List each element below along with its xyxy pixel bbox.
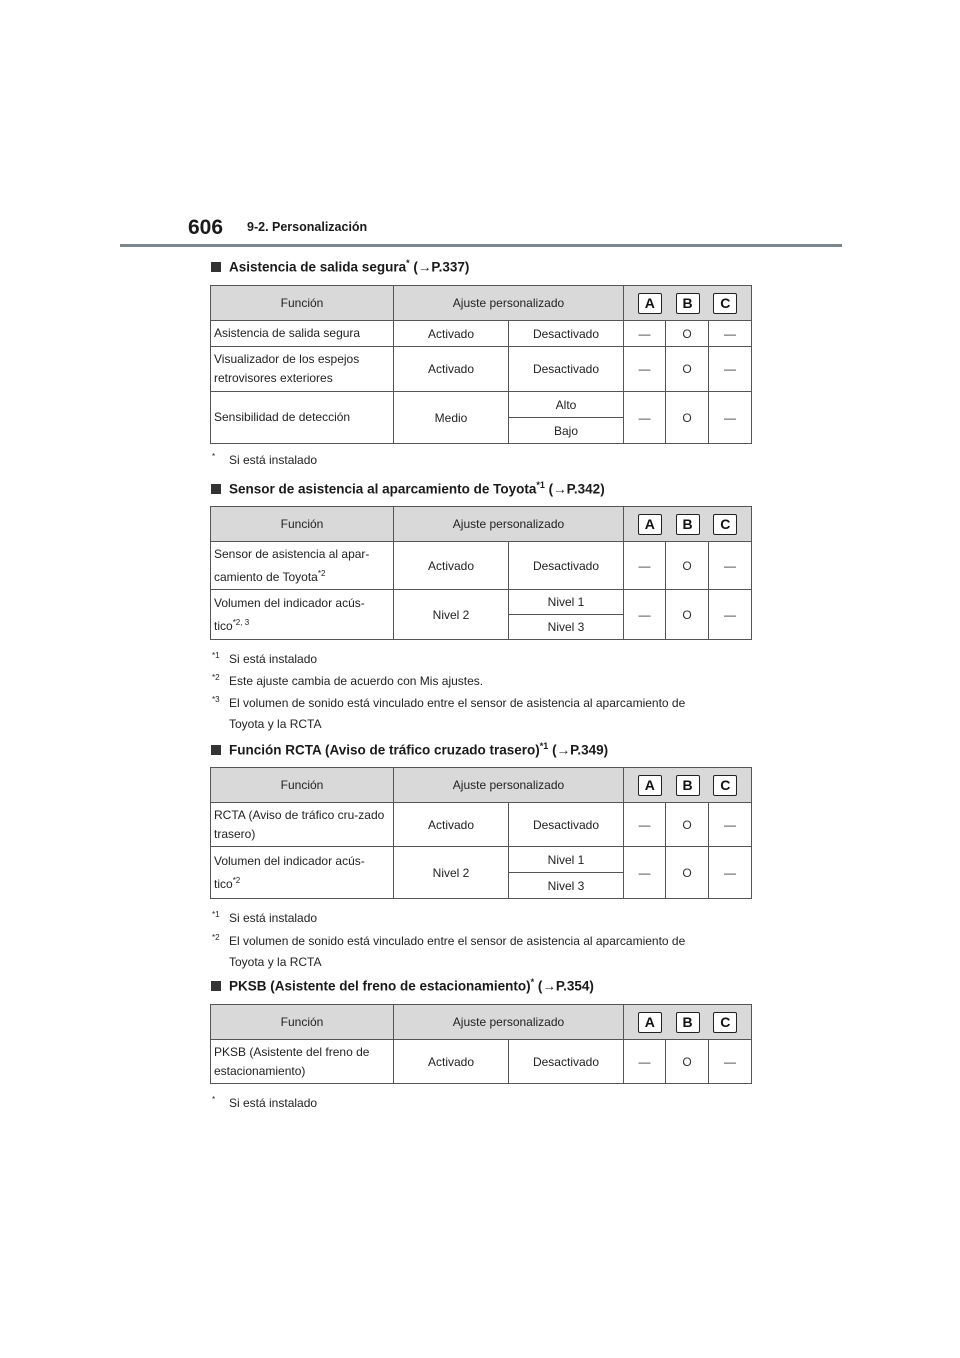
mark-a: — xyxy=(624,542,666,590)
footnote-text: Este ajuste cambia de acuerdo con Mis ajustes. xyxy=(229,674,484,688)
section-title xyxy=(211,480,605,497)
column-header-ajuste: Ajuste personalizado xyxy=(394,507,624,542)
footnote-mark: *3 xyxy=(212,695,220,704)
option-value: Desactivado xyxy=(509,321,624,347)
option-value: Nivel 3 xyxy=(509,615,624,640)
table-row xyxy=(211,803,752,847)
footnote-mark: *1 xyxy=(212,910,220,919)
table-row xyxy=(211,1040,752,1084)
c-label-icon: C xyxy=(713,1012,737,1033)
option-value: Desactivado xyxy=(509,803,624,847)
column-header-abc xyxy=(624,1005,752,1040)
b-label-icon: B xyxy=(676,775,700,796)
footnote-mark: *2 xyxy=(232,875,241,885)
footnote-text: Si está instalado xyxy=(229,911,318,925)
settings-table xyxy=(210,285,752,444)
column-header-funcion: Función xyxy=(211,507,394,542)
funcion-cell: Sensibilidad de detección xyxy=(211,392,394,444)
footnote-mark: * xyxy=(212,1095,216,1104)
a-label-icon: A xyxy=(638,293,662,314)
column-header-ajuste: Ajuste personalizado xyxy=(394,1005,624,1040)
funcion-cell: Asistencia de salida segura xyxy=(211,321,394,347)
option-value: Nivel 1 xyxy=(509,847,624,873)
table-row xyxy=(211,542,752,590)
default-value: Activado xyxy=(394,803,509,847)
table-row xyxy=(211,590,752,615)
mark-a: — xyxy=(624,803,666,847)
footnote-text: Si está instalado xyxy=(229,1096,318,1110)
b-label-icon: B xyxy=(676,293,700,314)
header-rule xyxy=(120,244,842,247)
option-value: Bajo xyxy=(509,418,624,444)
settings-table xyxy=(210,1004,752,1084)
default-value: Medio xyxy=(394,392,509,444)
mark-c: — xyxy=(709,1040,752,1084)
footnote-mark: * xyxy=(530,977,535,987)
footnote-text: Si está instalado xyxy=(229,652,318,666)
footnote-mark: *1 xyxy=(539,741,549,751)
b-label-icon: B xyxy=(676,514,700,535)
column-header-abc xyxy=(624,286,752,321)
table-row xyxy=(211,321,752,347)
footnote-continuation: Toyota y la RCTA xyxy=(229,955,322,969)
section-title-text: PKSB (Asistente del freno de estacionamiento) xyxy=(229,978,531,994)
default-value: Activado xyxy=(394,347,509,392)
option-value: Nivel 1 xyxy=(509,590,624,615)
funcion-text: Sensor de asistencia al apar-camiento de Toyota xyxy=(214,546,370,584)
mark-c: — xyxy=(709,590,752,640)
a-label-icon: A xyxy=(638,775,662,796)
bullet-square-icon xyxy=(211,745,221,755)
funcion-text: Volumen del indicador acús-tico xyxy=(214,853,365,891)
column-header-ajuste: Ajuste personalizado xyxy=(394,768,624,803)
section-title-text: Función RCTA (Aviso de tráfico cruzado trasero) xyxy=(229,742,540,758)
mark-a: — xyxy=(624,321,666,347)
page-reference: (→P.354) xyxy=(537,978,594,994)
section-title xyxy=(211,977,594,994)
funcion-text: Volumen del indicador acús-tico xyxy=(214,595,365,633)
page-reference: (→P.342) xyxy=(548,481,605,497)
footnote xyxy=(212,446,317,471)
footnote-text: El volumen de sonido está vinculado entre el sensor de asistencia al aparcamiento de xyxy=(229,696,686,710)
footnote xyxy=(212,904,317,929)
footnote-mark: *2 xyxy=(212,673,220,682)
funcion-cell xyxy=(211,542,394,590)
table-row xyxy=(211,392,752,418)
mark-a: — xyxy=(624,590,666,640)
footnote-mark: *1 xyxy=(212,651,220,660)
footnote-continuation: Toyota y la RCTA xyxy=(229,717,322,731)
mark-b: O xyxy=(666,847,709,899)
b-label-icon: B xyxy=(676,1012,700,1033)
option-value: Alto xyxy=(509,392,624,418)
mark-b: O xyxy=(666,392,709,444)
mark-c: — xyxy=(709,321,752,347)
mark-b: O xyxy=(666,590,709,640)
footnote-mark: *2, 3 xyxy=(232,617,250,627)
column-header-ajuste: Ajuste personalizado xyxy=(394,286,624,321)
section-title-text: Asistencia de salida segura xyxy=(229,259,407,275)
default-value: Activado xyxy=(394,321,509,347)
mark-b: O xyxy=(666,542,709,590)
a-label-icon: A xyxy=(638,514,662,535)
section-title xyxy=(211,258,469,275)
settings-table xyxy=(210,767,752,899)
a-label-icon: A xyxy=(638,1012,662,1033)
mark-c: — xyxy=(709,347,752,392)
mark-c: — xyxy=(709,392,752,444)
footnote-mark: * xyxy=(406,258,410,268)
footnote xyxy=(212,689,685,735)
mark-c: — xyxy=(709,847,752,899)
mark-a: — xyxy=(624,1040,666,1084)
bullet-square-icon xyxy=(211,484,221,494)
footnote xyxy=(212,927,685,973)
mark-a: — xyxy=(624,847,666,899)
mark-b: O xyxy=(666,1040,709,1084)
column-header-funcion: Función xyxy=(211,286,394,321)
funcion-cell: PKSB (Asistente del freno de estacionamiento) xyxy=(211,1040,394,1084)
footnote-text: El volumen de sonido está vinculado entre el sensor de asistencia al aparcamiento de xyxy=(229,934,686,948)
funcion-cell: Visualizador de los espejos retrovisores exteriores xyxy=(211,347,394,392)
settings-table xyxy=(210,506,752,640)
mark-c: — xyxy=(709,803,752,847)
footnote-mark: * xyxy=(212,452,216,461)
footnote-text: Si está instalado xyxy=(229,453,318,467)
bullet-square-icon xyxy=(211,981,221,991)
option-value: Desactivado xyxy=(509,542,624,590)
funcion-cell xyxy=(211,590,394,640)
column-header-funcion: Función xyxy=(211,1005,394,1040)
default-value: Nivel 2 xyxy=(394,847,509,899)
funcion-cell xyxy=(211,847,394,899)
column-header-funcion: Función xyxy=(211,768,394,803)
mark-b: O xyxy=(666,347,709,392)
mark-b: O xyxy=(666,803,709,847)
footnote xyxy=(212,1089,317,1114)
option-value: Desactivado xyxy=(509,1040,624,1084)
column-header-abc xyxy=(624,768,752,803)
footnote-mark: *2 xyxy=(212,933,220,942)
c-label-icon: C xyxy=(713,293,737,314)
footnote-mark: *1 xyxy=(536,480,545,490)
mark-a: — xyxy=(624,392,666,444)
bullet-square-icon xyxy=(211,262,221,272)
footnote-mark: *2 xyxy=(317,568,326,578)
column-header-abc xyxy=(624,507,752,542)
page-number: 606 xyxy=(188,216,224,239)
mark-c: — xyxy=(709,542,752,590)
section-title-text: Sensor de asistencia al aparcamiento de Toyota xyxy=(229,481,537,497)
option-value: Nivel 3 xyxy=(509,873,624,899)
chapter-title: 9-2. Personalización xyxy=(247,220,368,234)
default-value: Nivel 2 xyxy=(394,590,509,640)
c-label-icon: C xyxy=(713,775,737,796)
page-reference: (→P.349) xyxy=(552,742,609,758)
table-row xyxy=(211,847,752,873)
mark-a: — xyxy=(624,347,666,392)
section-title xyxy=(211,741,608,758)
default-value: Activado xyxy=(394,542,509,590)
page-reference: (→P.337) xyxy=(413,259,470,275)
table-row xyxy=(211,347,752,392)
funcion-cell: RCTA (Aviso de tráfico cru-zado trasero) xyxy=(211,803,394,847)
option-value: Desactivado xyxy=(509,347,624,392)
default-value: Activado xyxy=(394,1040,509,1084)
c-label-icon: C xyxy=(713,514,737,535)
mark-b: O xyxy=(666,321,709,347)
